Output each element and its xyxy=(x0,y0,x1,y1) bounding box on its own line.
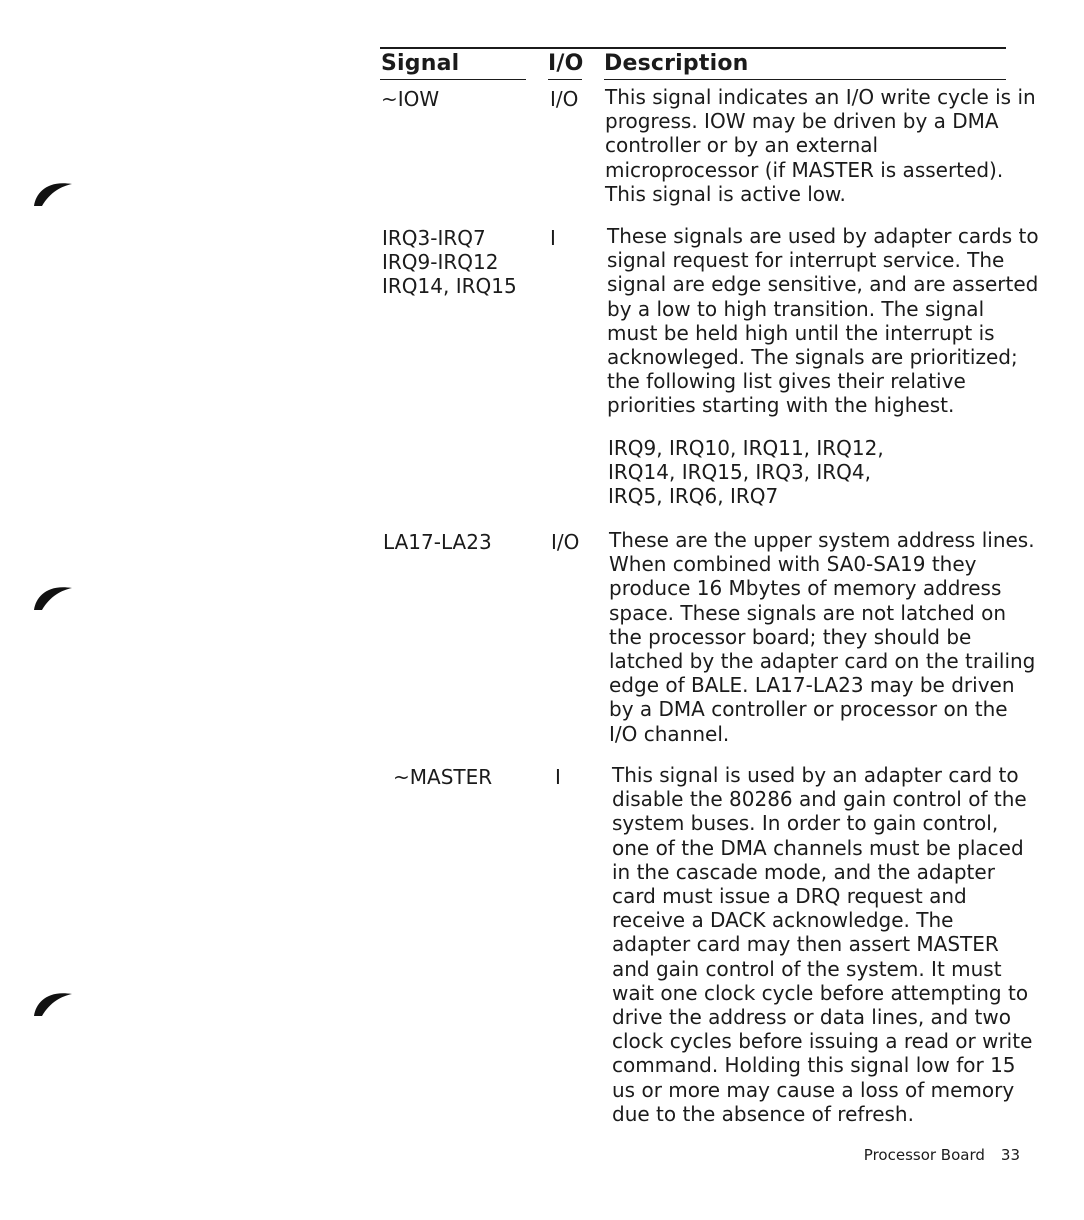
description-line: disable the 80286 and gain control of the xyxy=(612,787,1027,812)
description-line: receive a DACK acknowledge. The xyxy=(612,908,954,933)
signal-name: ~IOW xyxy=(381,87,440,111)
page-number: 33 xyxy=(1000,1146,1020,1164)
description-line: and gain control of the system. It must xyxy=(612,956,1002,981)
header-rule-io xyxy=(548,79,582,80)
description-line: space. These signals are not latched on xyxy=(609,600,1007,625)
binder-hole-mark xyxy=(32,986,76,1016)
description-line: adapter card may then assert MASTER xyxy=(612,932,999,957)
description-line: us or more may cause a loss of memory xyxy=(612,1077,1015,1102)
signal-io: I xyxy=(550,226,556,250)
priority-line: IRQ5, IRQ6, IRQ7 xyxy=(608,484,779,509)
signal-name-line: IRQ9-IRQ12 xyxy=(382,250,499,275)
signal-name: LA17-LA23 xyxy=(383,530,492,554)
signal-description xyxy=(612,763,1032,1126)
priority-line: IRQ14, IRQ15, IRQ3, IRQ4, xyxy=(608,460,871,485)
description-line: drive the address or data lines, and two xyxy=(612,1005,1011,1030)
signal-description xyxy=(607,224,1039,418)
description-line: These signals are used by adapter cards to xyxy=(607,224,1039,248)
page-footer xyxy=(864,1146,1020,1164)
header-rule-signal xyxy=(380,79,526,80)
signal-name xyxy=(382,226,517,299)
header-io: I/O xyxy=(548,51,584,76)
binder-hole-mark xyxy=(32,580,76,610)
description-line: acknowleged. The signals are prioritized; xyxy=(607,345,1018,370)
description-line: These are the upper system address lines. xyxy=(609,528,1035,552)
header-signal: Signal xyxy=(381,51,460,76)
description-line: one of the DMA channels must be placed xyxy=(612,835,1024,860)
irq-priority-list xyxy=(608,436,884,509)
description-line: produce 16 Mbytes of memory address xyxy=(609,576,1002,601)
description-line: the processor board; they should be xyxy=(609,624,972,649)
description-line: I/O channel. xyxy=(609,721,730,746)
description-line: card must issue a DRQ request and xyxy=(612,884,967,909)
description-line: clock cycles before issuing a read or write xyxy=(612,1029,1033,1054)
header-description: Description xyxy=(604,51,749,76)
description-line: When combined with SA0-SA19 they xyxy=(609,552,977,577)
description-line: latched by the adapter card on the trailing xyxy=(609,649,1036,674)
signal-name: ~MASTER xyxy=(393,765,493,789)
description-line: by a low to high transition. The signal xyxy=(607,296,985,321)
description-line: system buses. In order to gain control, xyxy=(612,811,999,836)
description-line: signal request for interrupt service. The xyxy=(607,248,1005,273)
signal-name-line: IRQ14, IRQ15 xyxy=(382,274,517,299)
header-rule-description xyxy=(604,79,1006,80)
signal-io: I/O xyxy=(551,530,580,554)
signal-io: I xyxy=(555,765,561,789)
description-line: This signal indicates an I/O write cycle is in xyxy=(605,85,1036,109)
footer-section-title: Processor Board xyxy=(863,1146,985,1164)
table-top-rule xyxy=(380,47,1006,49)
description-line: This signal is used by an adapter card to xyxy=(612,763,1019,787)
description-line: progress. IOW may be driven by a DMA xyxy=(605,109,999,134)
signal-name-line: IRQ3-IRQ7 xyxy=(382,226,486,250)
description-line: priorities starting with the highest. xyxy=(607,393,955,418)
description-line: command. Holding this signal low for 15 xyxy=(612,1053,1016,1078)
description-line: due to the absence of refresh. xyxy=(612,1101,914,1126)
signal-io: I/O xyxy=(550,87,579,111)
description-line: controller or by an external xyxy=(605,133,879,158)
priority-line: IRQ9, IRQ10, IRQ11, IRQ12, xyxy=(608,436,884,460)
description-line: in the cascade mode, and the adapter xyxy=(612,859,995,884)
description-line: microprocessor (if MASTER is asserted). xyxy=(605,157,1004,182)
binder-hole-mark xyxy=(32,176,76,206)
description-line: the following list gives their relative xyxy=(607,369,966,394)
signal-description xyxy=(605,85,1036,206)
description-line: by a DMA controller or processor on the xyxy=(609,697,1008,722)
description-line: edge of BALE. LA17-LA23 may be driven xyxy=(609,673,1015,698)
description-line: must be held high until the interrupt is xyxy=(607,320,995,345)
description-line: wait one clock cycle before attempting to xyxy=(612,980,1029,1005)
description-line: This signal is active low. xyxy=(605,181,846,206)
signal-description xyxy=(609,528,1035,746)
description-line: signal are edge sensitive, and are asserted xyxy=(607,272,1039,297)
